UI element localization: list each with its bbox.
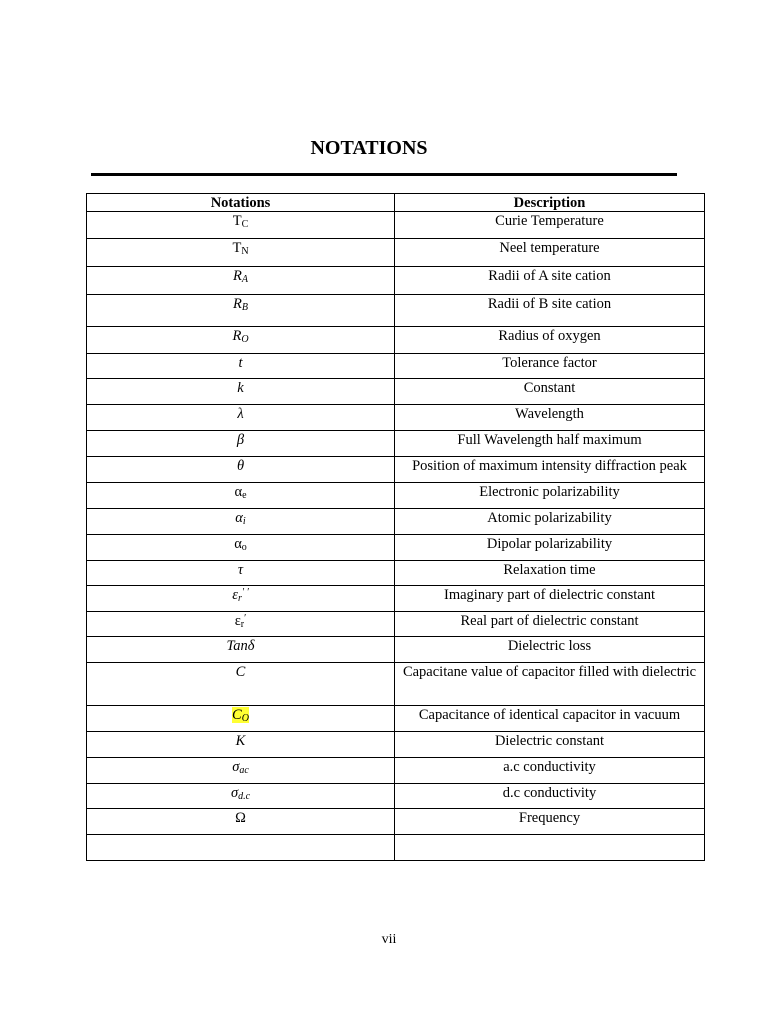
- notation-subscript: O: [241, 713, 249, 724]
- notation-subscript: ac: [239, 765, 249, 776]
- notation-symbol: $\varepsilon_r^{' '}$: [232, 587, 249, 604]
- description-cell: Dielectric constant: [395, 732, 705, 758]
- notation-symbol: k: [237, 380, 244, 396]
- description-cell: Dipolar polarizability: [395, 535, 705, 561]
- table-row: [87, 758, 705, 784]
- notation-subscript: o: [241, 542, 247, 553]
- notation-subscript: A: [241, 274, 248, 285]
- table-row: [87, 327, 705, 354]
- notation-subscript: r: [240, 619, 245, 630]
- table-row: [87, 379, 705, 405]
- notation-cell: [87, 784, 395, 809]
- header-description: Description: [395, 194, 705, 212]
- notation-subscript: O: [241, 334, 249, 345]
- description-cell: Dielectric loss: [395, 637, 705, 663]
- description-cell: Atomic polarizability: [395, 509, 705, 535]
- notation-cell: [87, 405, 395, 431]
- table-row: [87, 586, 705, 612]
- notation-cell: [87, 295, 395, 327]
- notation-subscript: r: [237, 593, 242, 604]
- notation-symbol: $T_C$: [232, 213, 249, 230]
- notation-cell: [87, 431, 395, 457]
- page-title: NOTATIONS: [310, 137, 428, 159]
- description-cell: d.c conductivity: [395, 784, 705, 809]
- notation-cell: [87, 561, 395, 586]
- notation-subscript: d.c: [238, 791, 251, 802]
- notation-subscript: i: [242, 516, 246, 527]
- notation-superscript: ′ ′: [241, 587, 249, 598]
- table-row: [87, 561, 705, 586]
- notation-cell: [87, 758, 395, 784]
- notation-cell: [87, 509, 395, 535]
- title-rule: [91, 173, 677, 176]
- description-cell: Radius of oxygen: [395, 327, 705, 354]
- notation-symbol: λ: [237, 406, 244, 422]
- description-cell: Neel temperature: [395, 239, 705, 267]
- notation-cell: [87, 457, 395, 483]
- notation-cell: [87, 483, 395, 509]
- notation-cell: [87, 663, 395, 706]
- description-cell: Position of maximum intensity diffraction peak: [395, 457, 705, 483]
- notation-cell: [87, 732, 395, 758]
- table-row: [87, 354, 705, 379]
- description-cell: Imaginary part of dielectric constant: [395, 586, 705, 612]
- description-cell: Real part of dielectric constant: [395, 612, 705, 637]
- notation-subscript: e: [242, 490, 247, 501]
- notation-subscript: C: [241, 219, 249, 230]
- description-cell: Capacitance of identical capacitor in vacuum: [395, 706, 705, 732]
- notations-table: [86, 193, 705, 861]
- notation-symbol: $T_N$: [232, 240, 249, 257]
- table-row: [87, 483, 705, 509]
- notation-subscript: B: [241, 302, 248, 313]
- table-row: [87, 405, 705, 431]
- notation-subscript: N: [241, 246, 249, 257]
- table-row: [87, 637, 705, 663]
- table-row: [87, 784, 705, 809]
- description-cell: Radii of B site cation: [395, 295, 705, 327]
- notation-symbol: $\alpha_e$: [234, 484, 247, 501]
- description-cell: Full Wavelength half maximum: [395, 431, 705, 457]
- table-row: [87, 431, 705, 457]
- notation-symbol: $\sigma_{d.c}$: [230, 785, 251, 802]
- notation-symbol: K: [235, 733, 246, 749]
- description-cell: Relaxation time: [395, 561, 705, 586]
- table-row: [87, 809, 705, 835]
- table-row: [87, 267, 705, 295]
- description-cell: [395, 835, 705, 861]
- notation-superscript: ′: [244, 613, 247, 624]
- description-cell: Electronic polarizability: [395, 483, 705, 509]
- notation-cell: [87, 637, 395, 663]
- description-cell: Wavelength: [395, 405, 705, 431]
- notation-cell: [87, 535, 395, 561]
- notation-symbol: Ω: [235, 810, 246, 826]
- table-row: [87, 212, 705, 239]
- table-row: [87, 663, 705, 706]
- table-row: [87, 535, 705, 561]
- notation-symbol: τ: [237, 562, 244, 578]
- notation-symbol: $\varepsilon_r'$: [234, 613, 247, 630]
- description-cell: Curie Temperature: [395, 212, 705, 239]
- table-row: [87, 706, 705, 732]
- description-cell: Tolerance factor: [395, 354, 705, 379]
- description-cell: Capacitane value of capacitor filled with dielectric: [395, 663, 705, 706]
- notation-symbol: C: [235, 664, 246, 680]
- description-cell: Radii of A site cation: [395, 267, 705, 295]
- table-row: [87, 835, 705, 861]
- notation-symbol: θ: [236, 458, 245, 474]
- notation-cell: [87, 706, 395, 732]
- table-row: [87, 612, 705, 637]
- notation-cell: [87, 327, 395, 354]
- notation-symbol: $R_B$: [233, 296, 248, 313]
- notation-cell: [87, 354, 395, 379]
- table-header-row: [87, 194, 705, 212]
- page-number: vii: [381, 932, 397, 947]
- notation-symbol: $R_O$: [232, 328, 249, 345]
- notation-cell: [87, 267, 395, 295]
- notation-symbol: t: [238, 355, 243, 371]
- table-row: [87, 457, 705, 483]
- notation-symbol: β: [236, 432, 245, 448]
- notation-symbol: $\alpha_i$: [235, 510, 246, 527]
- notation-cell: [87, 379, 395, 405]
- notation-cell: [87, 612, 395, 637]
- notation-symbol: $\alpha_o$: [234, 536, 247, 553]
- description-cell: Constant: [395, 379, 705, 405]
- notation-symbol: $C_O$: [232, 707, 249, 724]
- table-row: [87, 509, 705, 535]
- notation-symbol: $\sigma_{ac}$: [232, 759, 249, 776]
- notation-symbol: $R_A$: [233, 268, 248, 285]
- description-cell: a.c conductivity: [395, 758, 705, 784]
- notation-cell: [87, 239, 395, 267]
- notation-symbol: Tanδ: [226, 638, 255, 654]
- notation-cell: [87, 212, 395, 239]
- table-row: [87, 295, 705, 327]
- notation-cell: [87, 586, 395, 612]
- notation-cell: [87, 835, 395, 861]
- table-row: [87, 732, 705, 758]
- table-row: [87, 239, 705, 267]
- header-notations: Notations: [87, 194, 395, 212]
- description-cell: Frequency: [395, 809, 705, 835]
- notation-cell: [87, 809, 395, 835]
